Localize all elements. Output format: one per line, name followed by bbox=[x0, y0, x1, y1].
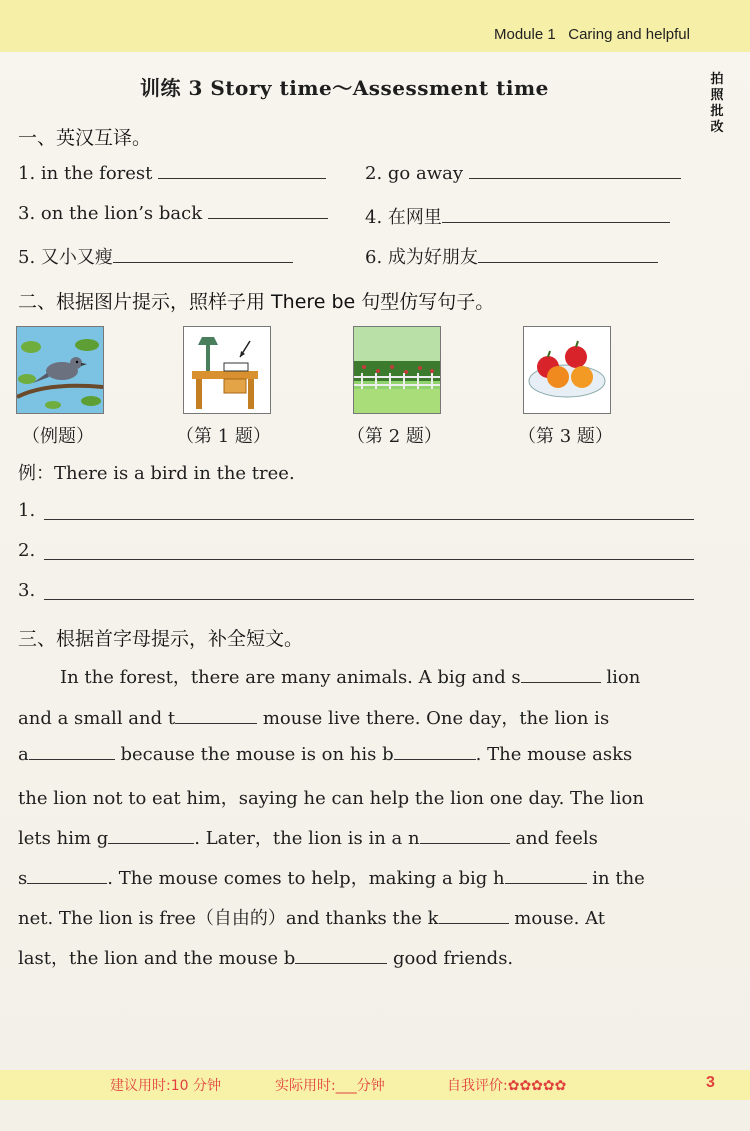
passage-text: good friends. bbox=[387, 948, 514, 969]
passage-line-3 bbox=[18, 744, 632, 765]
self-evaluation bbox=[447, 1075, 566, 1095]
fill-blank[interactable] bbox=[521, 681, 601, 683]
lesson-title: 训练 3 Story time～Assessment time bbox=[140, 76, 549, 100]
fill-blank[interactable] bbox=[505, 882, 587, 884]
example-sentence: 例：There is a bird in the tree. bbox=[18, 463, 295, 484]
header-module-title bbox=[494, 26, 690, 43]
passage-text: lets him g bbox=[18, 828, 109, 849]
flower-rating-icon[interactable]: ✿✿✿✿✿ bbox=[507, 1078, 567, 1094]
fill-blank[interactable] bbox=[108, 842, 194, 844]
answer-blank[interactable] bbox=[113, 261, 293, 263]
writing-line-2[interactable] bbox=[44, 559, 694, 560]
self-eval-label: 自我评价: bbox=[447, 1078, 508, 1094]
item-text: 4. 在网里 bbox=[365, 207, 442, 228]
actual-time: 实际用时:___分钟 bbox=[275, 1078, 385, 1094]
passage-text: In the forest，there are many animals. A big and s bbox=[60, 667, 521, 688]
passage-text: the lion not to eat him，saying he can help the lion one day. The lion bbox=[18, 788, 644, 809]
fruit-plate-icon bbox=[523, 326, 611, 414]
passage-text: and a small and t bbox=[18, 708, 176, 729]
item-text: 5. 又小又瘦 bbox=[18, 247, 113, 268]
answer-number-1: 1. bbox=[18, 500, 36, 521]
desk-with-book-icon bbox=[183, 326, 271, 414]
caption-q1: （第 1 题） bbox=[176, 426, 271, 447]
passage-text: last，the lion and the mouse b bbox=[18, 948, 296, 969]
passage-line-2 bbox=[18, 704, 609, 730]
bird-on-branch-icon bbox=[16, 326, 104, 414]
passage-line-5 bbox=[18, 824, 598, 850]
passage-text: a bbox=[18, 744, 29, 765]
answer-blank[interactable] bbox=[478, 261, 658, 263]
caption-q2: （第 2 题） bbox=[347, 426, 442, 447]
passage-text: net. The lion is free（自由的）and thanks the k bbox=[18, 908, 439, 929]
item-text: 2. go away bbox=[365, 163, 464, 184]
passage-text: lion bbox=[600, 667, 641, 688]
passage-line-6 bbox=[18, 864, 645, 890]
passage-text: mouse. At bbox=[508, 908, 606, 929]
fill-blank[interactable] bbox=[295, 962, 387, 964]
photo-correct-tag[interactable]: 拍照批改 bbox=[710, 72, 724, 135]
module-label: Module 1 bbox=[494, 26, 556, 43]
passage-text: . The mouse comes to help，making a big h bbox=[107, 868, 505, 889]
fill-blank[interactable] bbox=[439, 922, 509, 924]
answer-number-3: 3. bbox=[18, 580, 36, 601]
item-text: 1. in the forest bbox=[18, 163, 153, 184]
fill-blank[interactable] bbox=[420, 842, 510, 844]
answer-blank[interactable] bbox=[469, 177, 681, 179]
translate-item-4 bbox=[365, 203, 670, 229]
passage-text: s bbox=[18, 868, 28, 889]
translate-item-3 bbox=[18, 203, 328, 224]
writing-line-3[interactable] bbox=[44, 599, 694, 600]
passage-text: mouse live there. One day，the lion is bbox=[257, 708, 610, 729]
translate-item-1 bbox=[18, 163, 326, 184]
page-footer bbox=[0, 1070, 750, 1100]
farm-fence-icon bbox=[353, 326, 441, 414]
page-number: 3 bbox=[706, 1074, 715, 1091]
passage-line-7 bbox=[18, 904, 605, 930]
writing-line-1[interactable] bbox=[44, 519, 694, 520]
passage-text: . The mouse asks bbox=[475, 744, 633, 765]
passage-line-8 bbox=[18, 944, 513, 970]
fill-blank[interactable] bbox=[29, 758, 115, 760]
translate-item-2 bbox=[365, 163, 681, 184]
topic-label: Caring and helpful bbox=[568, 26, 690, 43]
section1-title: 一、英汉互译。 bbox=[18, 127, 152, 149]
translate-item-6 bbox=[365, 243, 658, 269]
passage-text: . Later，the lion is in a n bbox=[194, 828, 420, 849]
page-header bbox=[0, 0, 750, 52]
passage-line-4 bbox=[18, 784, 644, 810]
passage-line-1 bbox=[60, 663, 640, 689]
suggested-time: 建议用时:10 分钟 bbox=[110, 1078, 221, 1094]
answer-blank[interactable] bbox=[158, 177, 326, 179]
passage-text: and feels bbox=[509, 828, 598, 849]
answer-number-2: 2. bbox=[18, 540, 36, 561]
item-text: 3. on the lion’s back bbox=[18, 203, 203, 224]
fill-blank[interactable] bbox=[27, 882, 107, 884]
section2-title: 二、根据图片提示，照样子用 There be 句型仿写句子。 bbox=[18, 291, 495, 313]
answer-blank[interactable] bbox=[208, 217, 328, 219]
fill-blank[interactable] bbox=[175, 722, 257, 724]
fill-blank[interactable] bbox=[394, 758, 476, 760]
caption-example: （例题） bbox=[22, 426, 94, 447]
section3-title: 三、根据首字母提示，补全短文。 bbox=[18, 628, 304, 650]
answer-blank[interactable] bbox=[442, 221, 670, 223]
caption-q3: （第 3 题） bbox=[518, 426, 613, 447]
translate-item-5 bbox=[18, 243, 293, 269]
passage-text: because the mouse is on his b bbox=[114, 744, 394, 765]
item-text: 6. 成为好朋友 bbox=[365, 247, 478, 268]
passage-text: in the bbox=[586, 868, 645, 889]
